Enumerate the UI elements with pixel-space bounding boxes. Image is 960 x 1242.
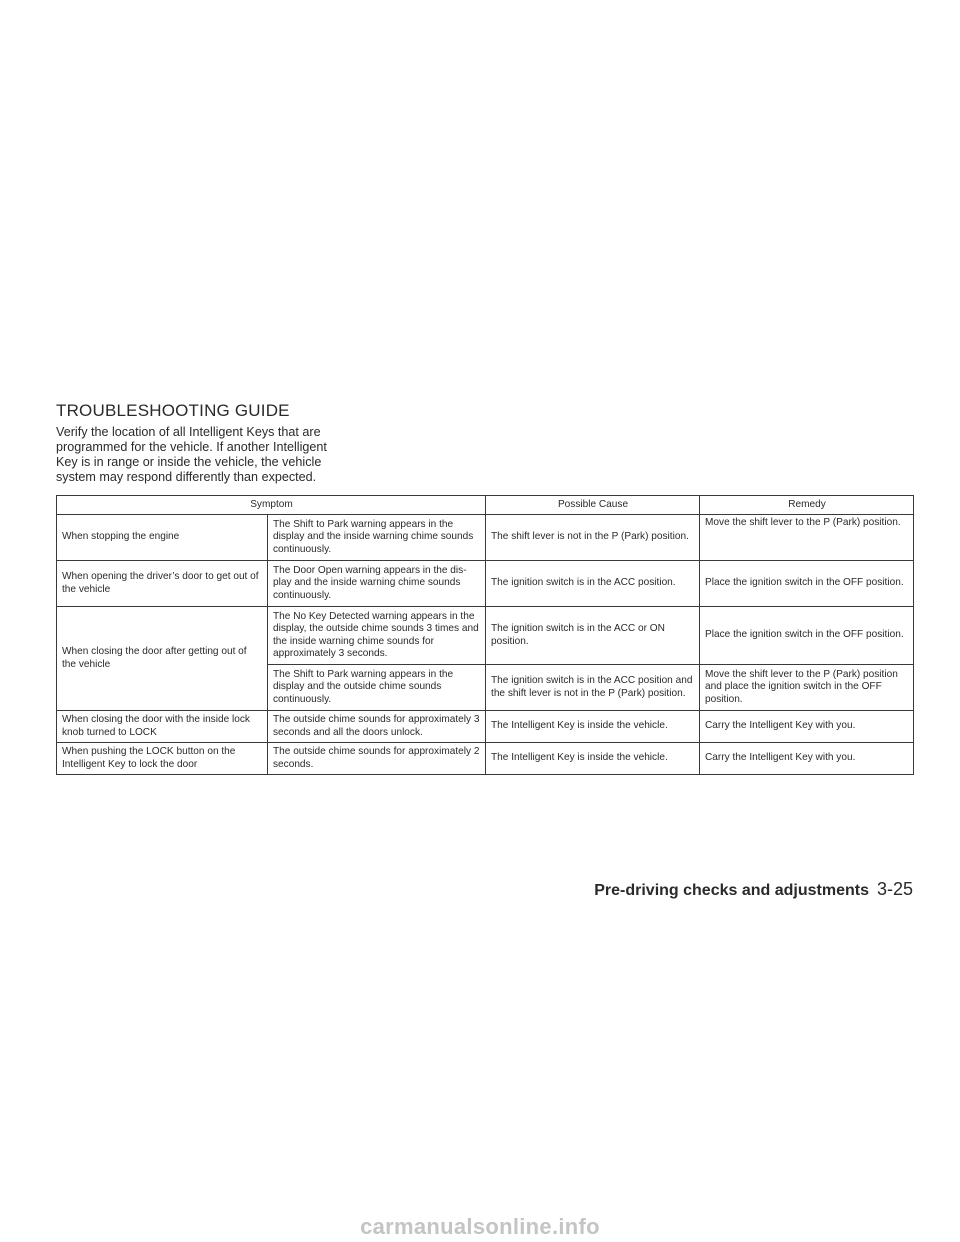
symptom-cell: When pushing the LOCK button on the Intelligent Key to lock the door bbox=[57, 743, 268, 775]
cause-cell: The Intelligent Key is inside the vehicle. bbox=[486, 743, 700, 775]
footer-section-title: Pre-driving checks and adjustments bbox=[594, 882, 869, 899]
symptom-cell: When stopping the engine bbox=[57, 515, 268, 561]
table-row bbox=[57, 711, 914, 743]
cause-cell: The ignition switch is in the ACC position and the shift lever is not in the P (Park) position. bbox=[486, 665, 700, 711]
symptom-cell: When opening the driver’s door to get out of the vehicle bbox=[57, 561, 268, 607]
header-possible-cause: Possible Cause bbox=[486, 496, 700, 515]
remedy-cell: Move the shift lever to the P (Park) position. bbox=[700, 515, 914, 561]
warning-cell: The Shift to Park warning appears in the display and the outside chime sounds continuously. bbox=[268, 665, 486, 711]
table-row bbox=[57, 607, 914, 665]
remedy-cell: Carry the Intelligent Key with you. bbox=[700, 711, 914, 743]
remedy-cell: Place the ignition switch in the OFF position. bbox=[700, 561, 914, 607]
section-heading: TROUBLESHOOTING GUIDE bbox=[56, 401, 290, 420]
remedy-cell: Place the ignition switch in the OFF position. bbox=[700, 607, 914, 665]
warning-cell: The outside chime sounds for approximately 3 seconds and all the doors unlock. bbox=[268, 711, 486, 743]
header-symptom: Symptom bbox=[57, 496, 486, 515]
table-row bbox=[57, 561, 914, 607]
remedy-cell: Carry the Intelligent Key with you. bbox=[700, 743, 914, 775]
page-footer bbox=[594, 879, 913, 900]
table-header-row bbox=[57, 496, 914, 515]
troubleshooting-table bbox=[56, 495, 914, 775]
symptom-cell: When closing the door with the inside lock knob turned to LOCK bbox=[57, 711, 268, 743]
cause-cell: The shift lever is not in the P (Park) position. bbox=[486, 515, 700, 561]
cause-cell: The Intelligent Key is inside the vehicle. bbox=[486, 711, 700, 743]
cause-cell: The ignition switch is in the ACC or ON position. bbox=[486, 607, 700, 665]
remedy-cell: Move the shift lever to the P (Park) position and place the ignition switch in the OFF position. bbox=[700, 665, 914, 711]
cause-cell: The ignition switch is in the ACC position. bbox=[486, 561, 700, 607]
page-number: 3-25 bbox=[876, 879, 913, 899]
warning-cell: The No Key Detected warning appears in the display, the outside chime sounds 3 times and the inside warning chime sounds for approximately 3 seconds. bbox=[268, 607, 486, 665]
table-row bbox=[57, 743, 914, 775]
watermark: carmanualsonline.info bbox=[360, 1214, 600, 1239]
symptom-cell: When closing the door after getting out of the vehicle bbox=[57, 607, 268, 711]
intro-paragraph: Verify the location of all Intelligent Keys that are programmed for the vehicle. If another Intelligent Key is in range or inside the vehicle, the vehicle system may respond differently than expected. bbox=[56, 425, 327, 484]
warning-cell: The Door Open warning appears in the dis- play and the inside warning chime sounds continuously. bbox=[268, 561, 486, 607]
table-row bbox=[57, 515, 914, 561]
warning-cell: The outside chime sounds for approximately 2 seconds. bbox=[268, 743, 486, 775]
warning-cell: The Shift to Park warning appears in the display and the inside warning chime sounds continuously. bbox=[268, 515, 486, 561]
header-remedy: Remedy bbox=[700, 496, 914, 515]
